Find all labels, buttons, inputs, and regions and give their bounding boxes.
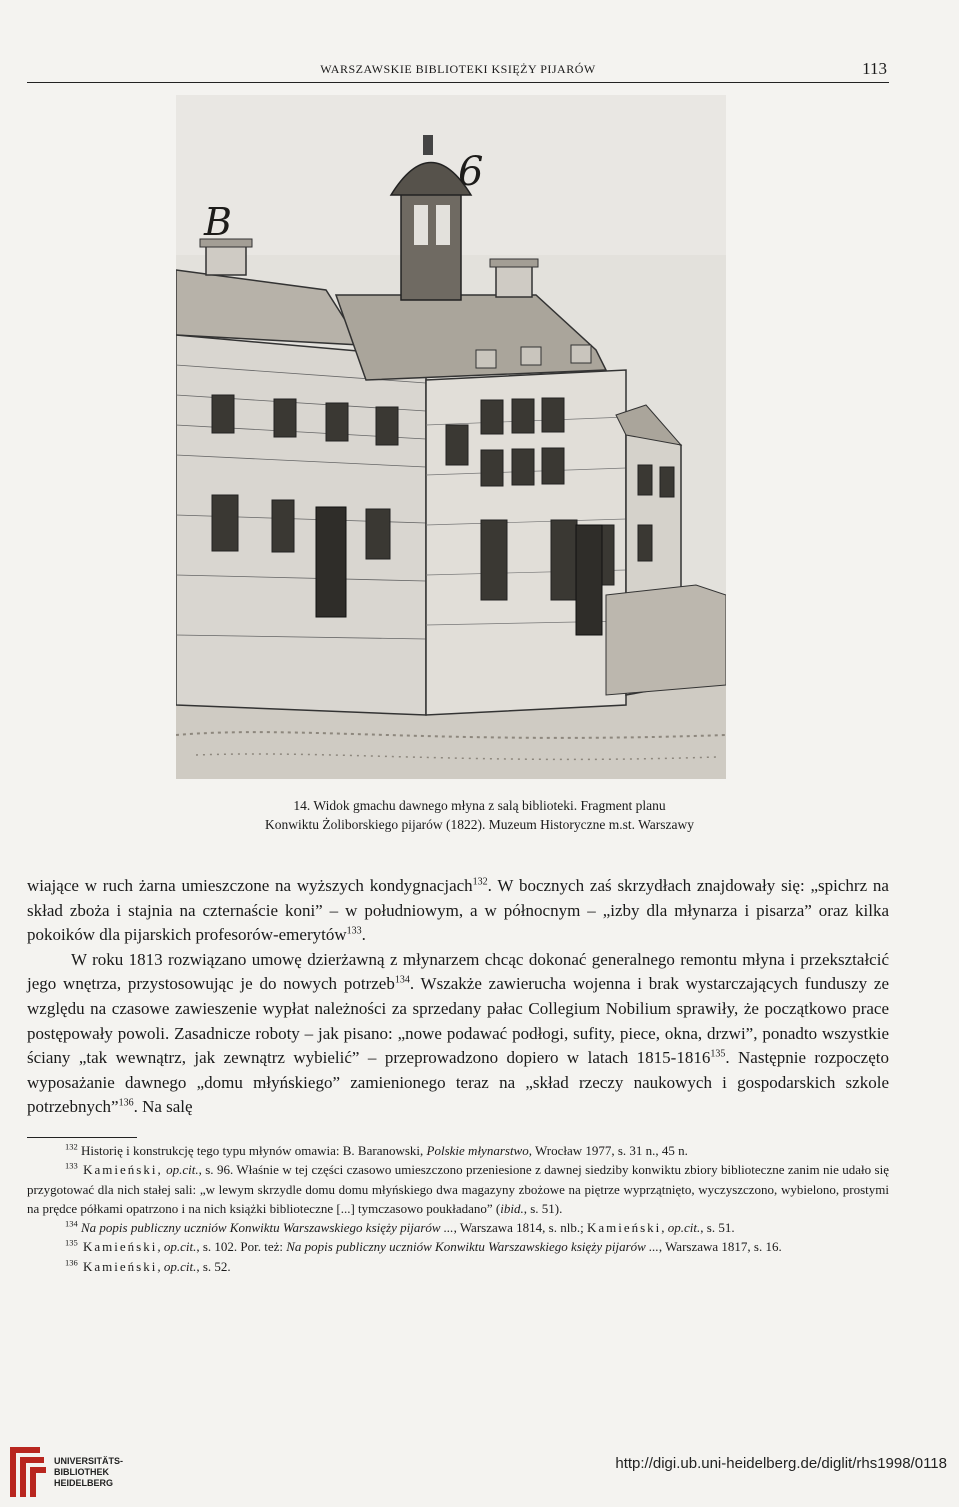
footnote-ref-133[interactable]: 133: [346, 925, 362, 937]
p1-text-c: .: [361, 925, 366, 945]
p1-text-b: . W bocznych zaś skrzydłach znajdowały się: „spichrz na skład zboża i stajnia na czternaście koni” – w południowym, a w północnym – „izby dla młynarza i pisarza” oraz kilka pokoików dla pijarskich profesorów-emerytów: [27, 876, 889, 945]
paragraph-2: [27, 948, 889, 1120]
fn-number: 135: [65, 1238, 78, 1249]
fn-title: op.cit.: [162, 1162, 199, 1178]
fn-title: Na popis publiczny uczniów Konwiktu Warszawskiego księży pijarów ...: [286, 1239, 659, 1255]
footnote-ref-132[interactable]: 132: [472, 876, 488, 888]
building-illustration: [176, 95, 726, 779]
running-title: WARSZAWSKIE BIBLIOTEKI KSIĘŻY PIJARÓW: [320, 62, 596, 76]
footnote-ref-134[interactable]: 134: [394, 974, 410, 986]
fn-title: Na popis publiczny uczniów Konwiktu Warszawskiego księży pijarów ...: [77, 1220, 454, 1236]
caption-line-2: Konwiktu Żoliborskiego pijarów (1822). Muzeum Historyczne m.st. Warszawy: [264, 817, 695, 832]
footnote-136: [27, 1257, 889, 1276]
fn-title: ibid.: [500, 1200, 524, 1216]
library-logo-icon: [6, 1443, 48, 1501]
footnote-134: [27, 1218, 889, 1237]
footnote-135: [27, 1237, 889, 1256]
footnote-ref-136[interactable]: 136: [118, 1097, 134, 1109]
library-name: [54, 1456, 123, 1489]
fn-text: , s. 102. Por. też:: [196, 1239, 287, 1255]
p2-text-c: . Następnie rozpoczęto wyposażanie dawnego „domu młyńskiego” zamienionego teraz na „skład rzeczy naukowych i gospodarskich szkole potrzebnych”: [27, 1048, 889, 1117]
library-name-line-1: UNIVERSITÄTS-: [54, 1456, 124, 1466]
fn-number: 136: [65, 1257, 78, 1268]
figure-caption: [0, 796, 959, 834]
fn-text: , Wrocław 1977, s. 31 n., 45 n.: [528, 1143, 688, 1158]
running-header: [27, 60, 889, 83]
fn-number: 133: [65, 1160, 78, 1171]
paragraph-1: [27, 874, 889, 948]
fn-text: , Warszawa 1817, s. 16.: [658, 1239, 782, 1255]
body-text: [27, 874, 889, 1120]
fn-title: op.cit.: [667, 1220, 701, 1236]
fn-author: Kamieński: [586, 1220, 662, 1236]
p2-text-d: . Na salę: [133, 1097, 193, 1117]
footnotes: [27, 1141, 889, 1276]
marker-6: 6: [458, 149, 484, 195]
p1-text-a: wiające w ruch żarna umieszczone na wyższych kondygnacjach: [27, 876, 473, 895]
fn-text: ,: [157, 1258, 164, 1274]
library-name-line-3: HEIDELBERG: [54, 1478, 114, 1488]
fn-text: , s. 51).: [523, 1200, 563, 1216]
fn-author: Kamieński: [77, 1239, 158, 1255]
fn-title: op.cit.: [163, 1239, 197, 1255]
marker-b: B: [204, 200, 232, 244]
fn-text: , s. 51.: [700, 1220, 735, 1236]
fn-title: Polskie młynarstwo: [426, 1143, 529, 1158]
digitization-footer: [0, 1435, 959, 1507]
footnote-132: [27, 1141, 889, 1160]
p2-text-a: W roku 1813 rozwiązano umowę dzierżawną z młynarzem chcąc dokonać generalnego remontu młyna i przekształcić jego wnętrza, przystosowując je do nowych potrzeb: [27, 949, 889, 994]
footnote-rule: [27, 1137, 137, 1138]
source-url-link[interactable]: http://digi.ub.uni-heidelberg.de/diglit/rhs1998/0118: [615, 1455, 947, 1472]
fn-text: Historię i konstrukcję tego typu młynów omawia: B. Baranowski,: [77, 1143, 427, 1158]
footnote-ref-135[interactable]: 135: [710, 1048, 726, 1060]
fn-number: 134: [65, 1218, 78, 1229]
footnote-133: [27, 1160, 889, 1218]
fn-title: op.cit.: [163, 1258, 197, 1274]
page-number: 113: [862, 59, 887, 78]
fn-text: ,: [157, 1239, 164, 1255]
fn-text: , s. 52.: [196, 1258, 231, 1274]
fn-author: Kamieński,: [77, 1162, 163, 1178]
fn-text: , s. 96. Właśnie w tej części czasowo umieszczono przeniesione z dawnej siedziby konwiktu zbiory biblioteczne zanim nie udało się przygotować dla nich stałej sali: „w lewym skrzydle domu domu młyńskiego dwa magazyny zbożowe na piętrze wyprzątnięto, wyczyszczono, wybielono, prostymi na prędce półkami opatrzono i na nich książki biblioteczne [...] tymczasowo poukładano” (: [27, 1162, 889, 1216]
caption-line-1: 14. Widok gmachu dawnego młyna z salą biblioteki. Fragment planu: [293, 798, 666, 813]
fn-text: ,: [661, 1220, 668, 1236]
library-name-line-2: BIBLIOTHEK: [54, 1467, 109, 1477]
fn-text: , Warszawa 1814, s. nlb.;: [453, 1220, 587, 1236]
mill-building-drawing: [176, 95, 726, 779]
fn-author: Kamieński: [77, 1258, 158, 1274]
p2-text-b: . Wszakże zawierucha wojenna i brak wystarczających funduszy ze względu na czasowe zawieszenie wypłat należności za sprzedany pałac Collegium Nobilium sprawiły, że początkowo prace postępowały powoli. Zasadnicze roboty – jak pisano: „nowe podawać podłogi, sufity, piece, okna, drzwi”, ponadto wszystkie ściany „tak wewnątrz, jak zewnątrz wybielić” – przeprowadzono dopiero w latach 1815-1816: [27, 974, 889, 1068]
fn-number: 132: [65, 1141, 78, 1152]
